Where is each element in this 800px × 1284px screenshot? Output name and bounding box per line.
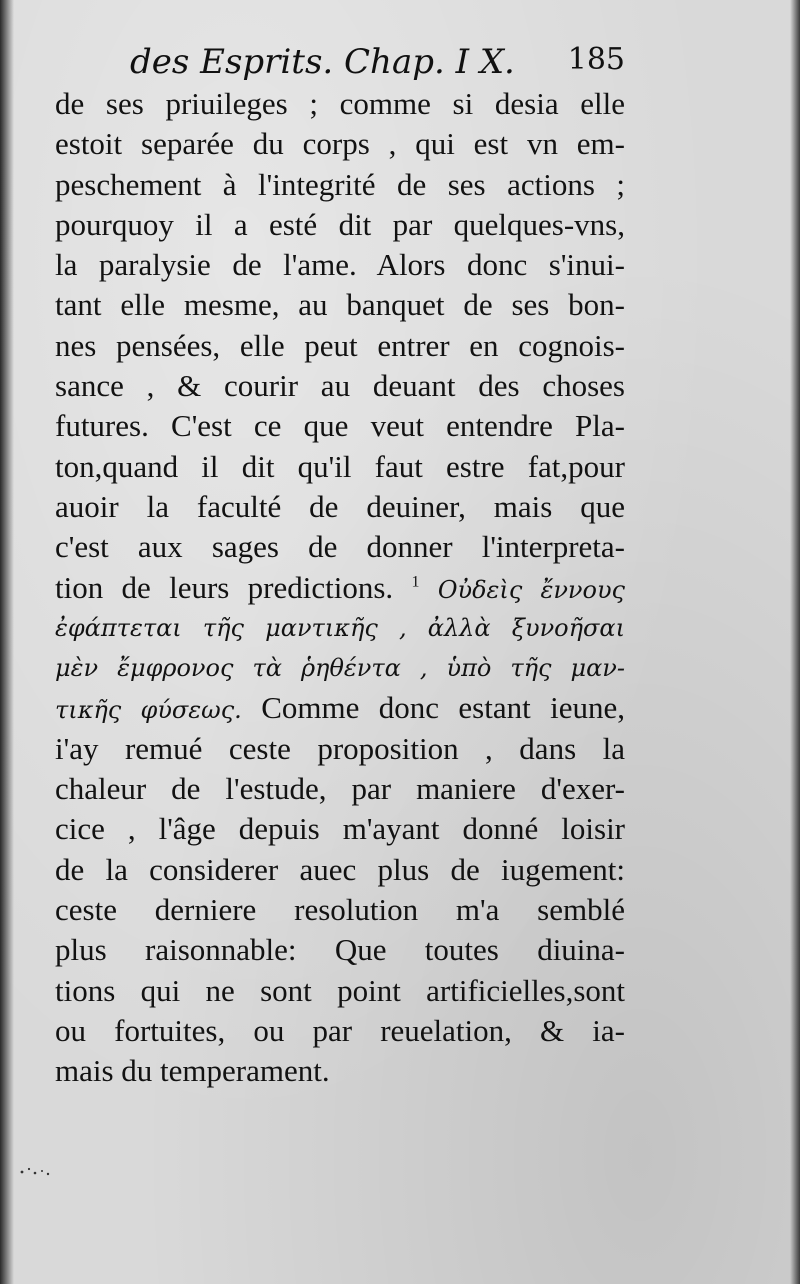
text-line: de la considerer auec plus de iugement: bbox=[55, 851, 625, 887]
citation-text: tion de leurs predictions. bbox=[55, 569, 394, 605]
greek-quotation-line: ἐφάπτεται τῆς μαντικῆς , ἀλλὰ ξυνοῆσαι bbox=[55, 613, 625, 642]
greek-quotation-start: Οὐδεὶς ἔννους bbox=[437, 575, 625, 604]
running-head bbox=[130, 42, 625, 86]
text-line: futures. C'est ce que veut entendre Pla- bbox=[55, 408, 625, 444]
page-number: 185 bbox=[567, 42, 625, 77]
text-line: chaleur de l'estude, par maniere d'exer- bbox=[55, 771, 625, 807]
text-line: de ses priuileges ; comme si desia elle bbox=[55, 86, 625, 121]
text-line: tant elle mesme, au banquet de ses bon- bbox=[55, 287, 625, 323]
text-line: ceste derniere resolution m'a semblé bbox=[55, 891, 625, 927]
text-line: la paralysie de l'ame. Alors donc s'inui- bbox=[55, 247, 625, 283]
text-line: sance , & courir au deuant des choses bbox=[55, 368, 625, 404]
text-line: auoir la faculté de deuiner, mais que bbox=[55, 488, 625, 524]
greek-quotation-end: τικῆς φύσεως. bbox=[55, 696, 242, 725]
text-line: ton,quand il dit qu'il faut estre fat,pour bbox=[55, 448, 625, 484]
citation-line bbox=[55, 568, 625, 608]
mixed-line-text: Comme donc estant ieune, bbox=[241, 690, 625, 726]
text-line: ou fortuites, ou par reuelation, & ia- bbox=[55, 1012, 625, 1048]
text-line: c'est aux sages de donner l'interpreta- bbox=[55, 529, 625, 565]
running-head-title: des Esprits. Chap. I X. bbox=[130, 42, 515, 82]
spine-shadow bbox=[0, 0, 14, 1284]
footnote-marker: 1 bbox=[411, 573, 420, 591]
page-edge-shadow bbox=[790, 0, 800, 1284]
body-text bbox=[55, 84, 625, 1091]
ink-specks bbox=[18, 1160, 58, 1180]
text-line: estoit separée du corps , qui est vn em- bbox=[55, 126, 625, 162]
text-line: tions qui ne sont point artificielles,sont bbox=[55, 972, 625, 1008]
text-line: cice , l'âge depuis m'ayant donné loisir bbox=[55, 811, 625, 847]
text-line: peschement à l'integrité de ses actions ; bbox=[55, 166, 625, 202]
mixed-line bbox=[55, 688, 625, 728]
final-text-line: mais du temperament. bbox=[55, 1053, 330, 1089]
text-line: pourquoy il a esté dit par quelques-vns, bbox=[55, 206, 625, 242]
text-line: plus raisonnable: Que toutes diuina- bbox=[55, 932, 625, 968]
text-line: i'ay remué ceste proposition , dans la bbox=[55, 730, 625, 766]
text-line: nes pensées, elle peut entrer en cognois- bbox=[55, 327, 625, 363]
greek-quotation-line: μὲν ἔμφρονος τὰ ῥηθέντα , ὑπὸ τῆς μαν- bbox=[55, 654, 625, 683]
